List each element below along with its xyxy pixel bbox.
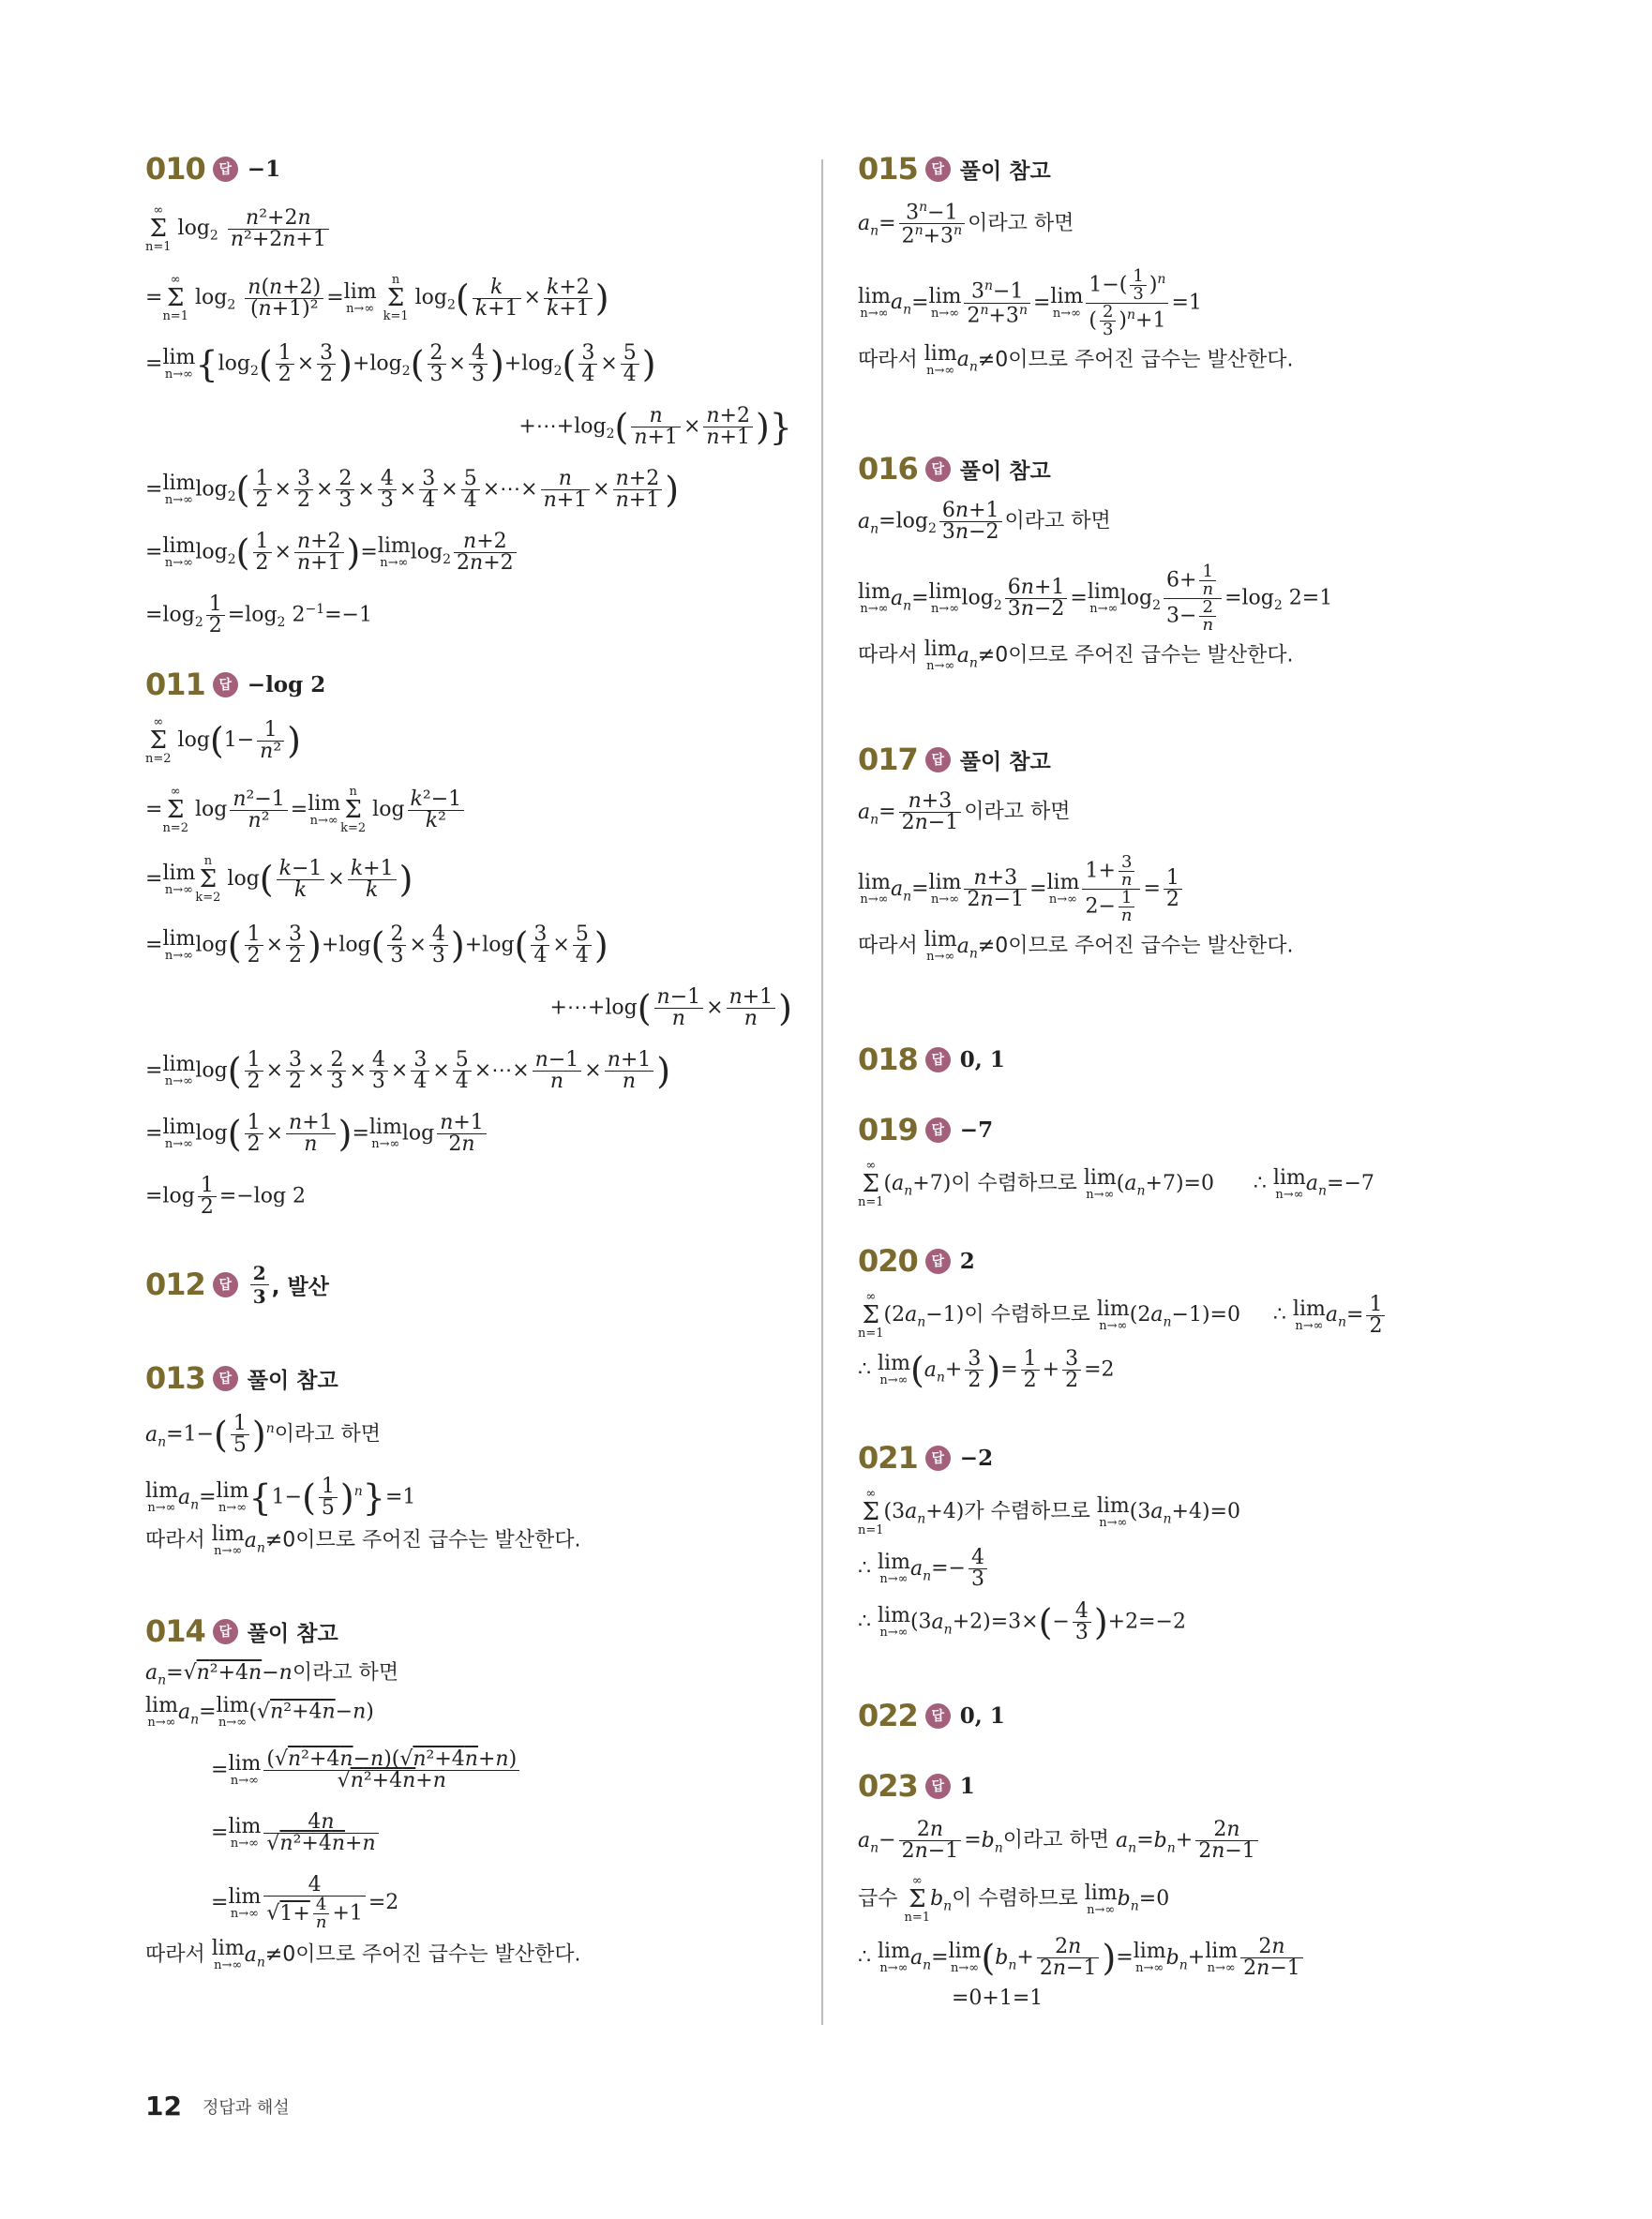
- problem-017: [858, 741, 1495, 963]
- problem-number: 012: [145, 1267, 205, 1302]
- math-line: ∴ lim n→∞ $(3a_n+2)=3\times(-$ $\frac{4}{3}$ )+2=−2: [858, 1599, 1186, 1644]
- text-let: 이라고 하면: [1004, 509, 1111, 533]
- answer-text: −1: [247, 156, 281, 182]
- text-conclusion: 이므로 주어진 급수는 발산한다.: [295, 1528, 581, 1552]
- conclusion-line: 따라서 lim n→∞ $a_n\ne 0$이므로 주어진 급수는 발산한다.: [145, 1937, 581, 1973]
- text-converge: 가 수렴하므로: [964, 1500, 1090, 1523]
- problem-number: 022: [858, 1698, 918, 1733]
- problem-011: [145, 666, 792, 1218]
- answer-suffix: , 발산: [271, 1274, 329, 1299]
- text-converge: 이 수렴하므로: [952, 1887, 1078, 1911]
- problem-header: [145, 1261, 792, 1308]
- answer-badge: 답: [925, 1774, 951, 1799]
- answer-badge: 답: [213, 157, 238, 182]
- text-conclusion: 이므로 주어진 급수는 발산한다.: [1008, 934, 1294, 958]
- math-line: ∞ Σ n=1 $\log_2$ $\frac{\text{n²+2n}}{\text{n²+2n+1}}$: [145, 204, 792, 253]
- math-line: ∞ Σ n=1 $(3a_n+4)$가 수렴하므로 lim n→∞ $(3a_n+4)=0$: [858, 1487, 1240, 1537]
- answer-badge: 답: [925, 1249, 951, 1274]
- answer-badge: 답: [925, 1117, 951, 1143]
- problem-number: 010: [145, 151, 205, 187]
- math-line: +⋯+log( $\frac{n-1}{n}$ × $\frac{n+1}{n}$ ): [549, 985, 792, 1030]
- math-line: $a_n-$ $\frac{2n}{2n-1}$ $=b_n$이라고 하면 $a_n=b_n+$ $\frac{2n}{2n-1}$: [858, 1820, 1495, 1862]
- answer-text: −log 2: [247, 671, 326, 697]
- problem-number: 019: [858, 1112, 918, 1147]
- math-line: lim n→∞ $a_n=$ lim n→∞ $\log_2$ $\frac{6n+1}{3n-2}$ = lim n→∞ $\log_2$ 6+ $\frac{1}{n}$ 3− $\frac{2}{n}$ $=\log_2$ 2=1: [858, 562, 1333, 635]
- problem-number: 015: [858, 151, 918, 187]
- problem-number: 011: [145, 667, 205, 702]
- problem-header: [858, 741, 1495, 778]
- text-let: 이라고 하면: [964, 800, 1071, 824]
- text-therefore: 따라서: [858, 643, 918, 667]
- problem-020: [858, 1242, 1495, 1391]
- text-let: 이라고 하면: [292, 1661, 399, 1685]
- problem-header: [858, 1041, 1495, 1078]
- answer-badge: 답: [925, 157, 951, 182]
- text-therefore: 따라서: [858, 934, 918, 958]
- problem-header: [145, 666, 792, 703]
- column-divider: [821, 159, 823, 2025]
- math-line: $a_n=$ $\frac{n+3}{2n-1}$ 이라고 하면: [858, 789, 1071, 834]
- math-line: ∴ lim n→∞ ($a_n+$ $\frac{3}{2}$ )= $\frac{1}{2}$ + $\frac{3}{2}$ =2: [858, 1347, 1115, 1392]
- math-line: = lim n→∞ $\log_2$( $\frac{1}{2}$ × $\frac{3}{2}$ × $\frac{2}{3}$ × $\frac{4}{3}$ × $\frac{3}{4}$ × $\frac{5}{4}$ ×⋯× $\frac{n}{n+1}$ × $\frac{n+2}{n+1}$ ): [145, 467, 680, 512]
- math-line: ∞ Σ n=1 $(2a_n-1)$이 수렴하므로 lim n→∞ $(2a_n-1)=0$ ∴ lim n→∞ $a_n=$ $\frac{1}{2}$: [858, 1291, 1495, 1340]
- math-line: lim n→∞ $a_n=$ lim n→∞ $\frac{3^n-1}{2^n+3^n}$ = lim n→∞ 1−( $\frac{1}{3}$ )$^n$ ( $\frac{2}{3}$ )$^n$+1 =1: [858, 265, 1202, 339]
- answer-badge: 답: [213, 1272, 238, 1297]
- answer-text: 2: [959, 1248, 975, 1274]
- problem-header: [858, 450, 1495, 487]
- answer-text: 풀이 참고: [247, 1368, 338, 1393]
- math-line: = ∞ Σ n=1 $\log_2$ $\frac{n(n+2)}{\text{(n+1)²}}$ = lim n→∞ n Σ k=1 $\log_2$( $\frac{k}{k+1}$ × $\frac{k+2}{k+1}$ ): [145, 273, 609, 323]
- problem-header: [858, 150, 1495, 187]
- answer-text: 풀이 참고: [959, 458, 1051, 484]
- math-line: $a_n=1-$( $\frac{1}{5}$ )$^n$이라고 하면: [145, 1412, 381, 1457]
- text-let: 이라고 하면: [274, 1422, 381, 1447]
- answer-badge: 답: [925, 1446, 951, 1471]
- text-conclusion: 이므로 주어진 급수는 발산한다.: [1008, 348, 1294, 372]
- text-let: 이라고 하면: [968, 211, 1074, 235]
- problem-010: [145, 150, 792, 637]
- math-line: ∴ lim n→∞ $a_n=$ lim n→∞ ($b_n+$ $\frac{2n}{2n-1}$ )= lim n→∞ $b_n+$ lim n→∞ $\frac{2n}{2n-1}$: [858, 1937, 1495, 1979]
- problem-header: [858, 1242, 1495, 1280]
- math-line: = ∞ Σ n=2 log $\frac{\text{n²−1}}{\text{n²}}$ = lim n→∞ n Σ k=2 log $\frac{\text{k²−1}}{\text{k²}}$: [145, 786, 792, 834]
- math-line: ∴ lim n→∞ $a_n=-$ $\frac{4}{3}$: [858, 1548, 1495, 1590]
- math-line: lim n→∞ $a_n=$ lim n→∞ (√n²+4n−n): [145, 1694, 374, 1731]
- text-converge: 이 수렴하므로: [964, 1303, 1090, 1327]
- math-line: = lim n→∞ log( $\frac{1}{2}$ × $\frac{n+1}{n}$ )= lim n→∞ log $\frac{n+1}{2n}$: [145, 1113, 792, 1155]
- answer-denominator: 3: [252, 1284, 266, 1308]
- answer-text: 0, 1: [959, 1046, 1005, 1072]
- answer-text: −2: [959, 1445, 994, 1471]
- math-line: $+\cdots+\log_2$( $\frac{n}{n+1}$ × $\frac{n+2}{n+1}$ )}: [518, 404, 792, 449]
- math-line: = lim n→∞ $\log_2$( $\frac{1}{2}$ × $\frac{n+2}{n+1}$ )= lim n→∞ $\log_2$ $\frac{n+2}{2n+2}$: [145, 532, 792, 574]
- text-conclusion: 이므로 주어진 급수는 발산한다.: [1008, 643, 1294, 667]
- problem-number: 021: [858, 1440, 918, 1476]
- math-line: = lim n→∞ $\frac{\text{(√n²+4n−n)(√n²+4n+n)}}{\text{√n²+4n+n}}$: [145, 1749, 792, 1792]
- math-line: = lim n→∞ log( $\frac{1}{2}$ × $\frac{3}{2}$ × $\frac{2}{3}$ × $\frac{4}{3}$ × $\frac{3}{4}$ × $\frac{5}{4}$ ×⋯× $\frac{n-1}{n}$ × $\frac{n+1}{n}$ ): [145, 1048, 671, 1093]
- problem-014: [145, 1612, 792, 1972]
- math-line: = lim n→∞ n Σ k=2 log( $\frac{k-1}{k}$ × $\frac{k+1}{k}$ ): [145, 854, 413, 905]
- problem-019: [858, 1111, 1495, 1208]
- math-line: $a_n=\log_2$ $\frac{6n+1}{3n-2}$ 이라고 하면: [858, 499, 1111, 544]
- answer-badge: 답: [213, 1619, 238, 1644]
- problem-number: 014: [145, 1613, 205, 1649]
- problem-header: [858, 1439, 1495, 1477]
- answer-fraction: [250, 1262, 269, 1308]
- math-line: = lim n→∞ {$\log_2$( $\frac{1}{2}$ × $\frac{3}{2}$ )$+\log_2$( $\frac{2}{3}$ × $\frac{4}{3}$ )$+\log_2$( $\frac{3}{4}$ × $\frac{5}{4}$ ): [145, 341, 656, 386]
- page-footer: [145, 2091, 290, 2122]
- text-let: 이라고 하면: [1002, 1828, 1110, 1852]
- answer-badge: 답: [925, 747, 951, 772]
- conclusion-line: 따라서 lim n→∞ $a_n\ne 0$이므로 주어진 급수는 발산한다.: [145, 1522, 581, 1558]
- answer-numerator: 2: [250, 1262, 269, 1285]
- conclusion-line: 따라서 lim n→∞ $a_n\ne 0$이므로 주어진 급수는 발산한다.: [858, 637, 1294, 673]
- problem-013: [145, 1359, 792, 1557]
- text-converge: 이 수렴하므로: [951, 1172, 1077, 1195]
- problem-023: [858, 1767, 1495, 2009]
- math-line: = lim n→∞ log( $\frac{1}{2}$ × $\frac{3}{2}$ )+log( $\frac{2}{3}$ × $\frac{4}{3}$ )+log( $\frac{3}{4}$ × $\frac{5}{4}$ ): [145, 922, 608, 967]
- answer-text: 풀이 참고: [247, 1621, 338, 1646]
- answer-text: 풀이 참고: [959, 749, 1051, 774]
- math-line: = lim n→∞ 4 √1+ $\frac{4}{n}$ +1 =2: [211, 1873, 399, 1933]
- text-conclusion: 이므로 주어진 급수는 발산한다.: [295, 1942, 581, 1967]
- problem-number: 018: [858, 1042, 918, 1077]
- problem-header: [858, 1697, 1495, 1734]
- problem-header: [858, 1111, 1495, 1148]
- problem-header: [145, 150, 792, 187]
- math-line: ∞ Σ n=2 log(1− $\frac{1}{\text{n²}}$ ): [145, 715, 301, 766]
- math-line: lim n→∞ $a_n=$ lim n→∞ {1−( $\frac{1}{5}$ )$^n$}=1: [145, 1475, 416, 1520]
- problem-012: [145, 1261, 792, 1308]
- problem-021: [858, 1439, 1495, 1643]
- conclusion-line: 따라서 lim n→∞ $a_n\ne 0$이므로 주어진 급수는 발산한다.: [858, 341, 1294, 378]
- math-line: =log $\frac{1}{2}$ =−log 2: [145, 1174, 307, 1219]
- answer-badge: 답: [925, 457, 951, 482]
- problem-header: [145, 1359, 792, 1397]
- page-number: 12: [145, 2091, 182, 2122]
- math-line: 급수 ∞ Σ n=1 $b_n$이 수렴하므로 lim n→∞ $b_n=0$: [858, 1874, 1170, 1925]
- text-therefore: 따라서: [145, 1528, 205, 1552]
- math-line: lim n→∞ $a_n=$ lim n→∞ $\frac{n+3}{2n-1}$ = lim n→∞ 1+ $\frac{3}{n}$ 2− $\frac{1}{n}$ = $\frac{1}{2}$: [858, 854, 1495, 924]
- conclusion-line: 따라서 lim n→∞ $a_n\ne 0$이므로 주어진 급수는 발산한다.: [858, 928, 1294, 964]
- problem-022: [858, 1697, 1495, 1734]
- page-title: 정답과 해설: [202, 2097, 290, 2118]
- answer-text: −7: [959, 1117, 994, 1143]
- answer-text: 0, 1: [959, 1702, 1005, 1729]
- problem-016: [858, 450, 1495, 672]
- math-line: $a_n=√n^2+4n-n$이라고 하면: [145, 1661, 399, 1688]
- problem-number: 017: [858, 742, 918, 777]
- math-line: =0+1=1: [952, 1987, 1044, 2010]
- problem-015: [858, 150, 1495, 377]
- text-therefore: 따라서: [858, 348, 918, 372]
- text-series: 급수: [858, 1887, 898, 1911]
- problem-number: 016: [858, 451, 918, 487]
- problem-number: 020: [858, 1243, 918, 1279]
- answer-badge: 답: [925, 1703, 951, 1729]
- problem-018: [858, 1041, 1495, 1078]
- answer-badge: 답: [925, 1047, 951, 1072]
- answer-badge: 답: [213, 1366, 238, 1391]
- answer-badge: 답: [213, 672, 238, 697]
- math-line: $a_n=$ $\frac{3^n-1}{2^n+3^n}$ 이라고 하면: [858, 200, 1074, 248]
- problem-number: 013: [145, 1360, 205, 1396]
- answer-text: 풀이 참고: [959, 158, 1051, 184]
- answer-text: 1: [959, 1773, 975, 1799]
- math-line: ∞ Σ n=1 $(a_n+7)$이 수렴하므로 lim n→∞ $(a_n+7)=0$ ∴ lim n→∞ $a_n=-7$: [858, 1159, 1374, 1209]
- problem-header: [145, 1612, 792, 1650]
- math-line: $=\log_2$ $\frac{1}{2}$ $=\log_2$ $2^{-1}=-1$: [145, 592, 372, 637]
- problem-number: 023: [858, 1768, 918, 1804]
- problem-header: [858, 1767, 1495, 1805]
- text-therefore: 따라서: [145, 1942, 205, 1967]
- math-line: = lim n→∞ $\frac{4n}{\text{√n²+4n+n}}$: [145, 1812, 792, 1854]
